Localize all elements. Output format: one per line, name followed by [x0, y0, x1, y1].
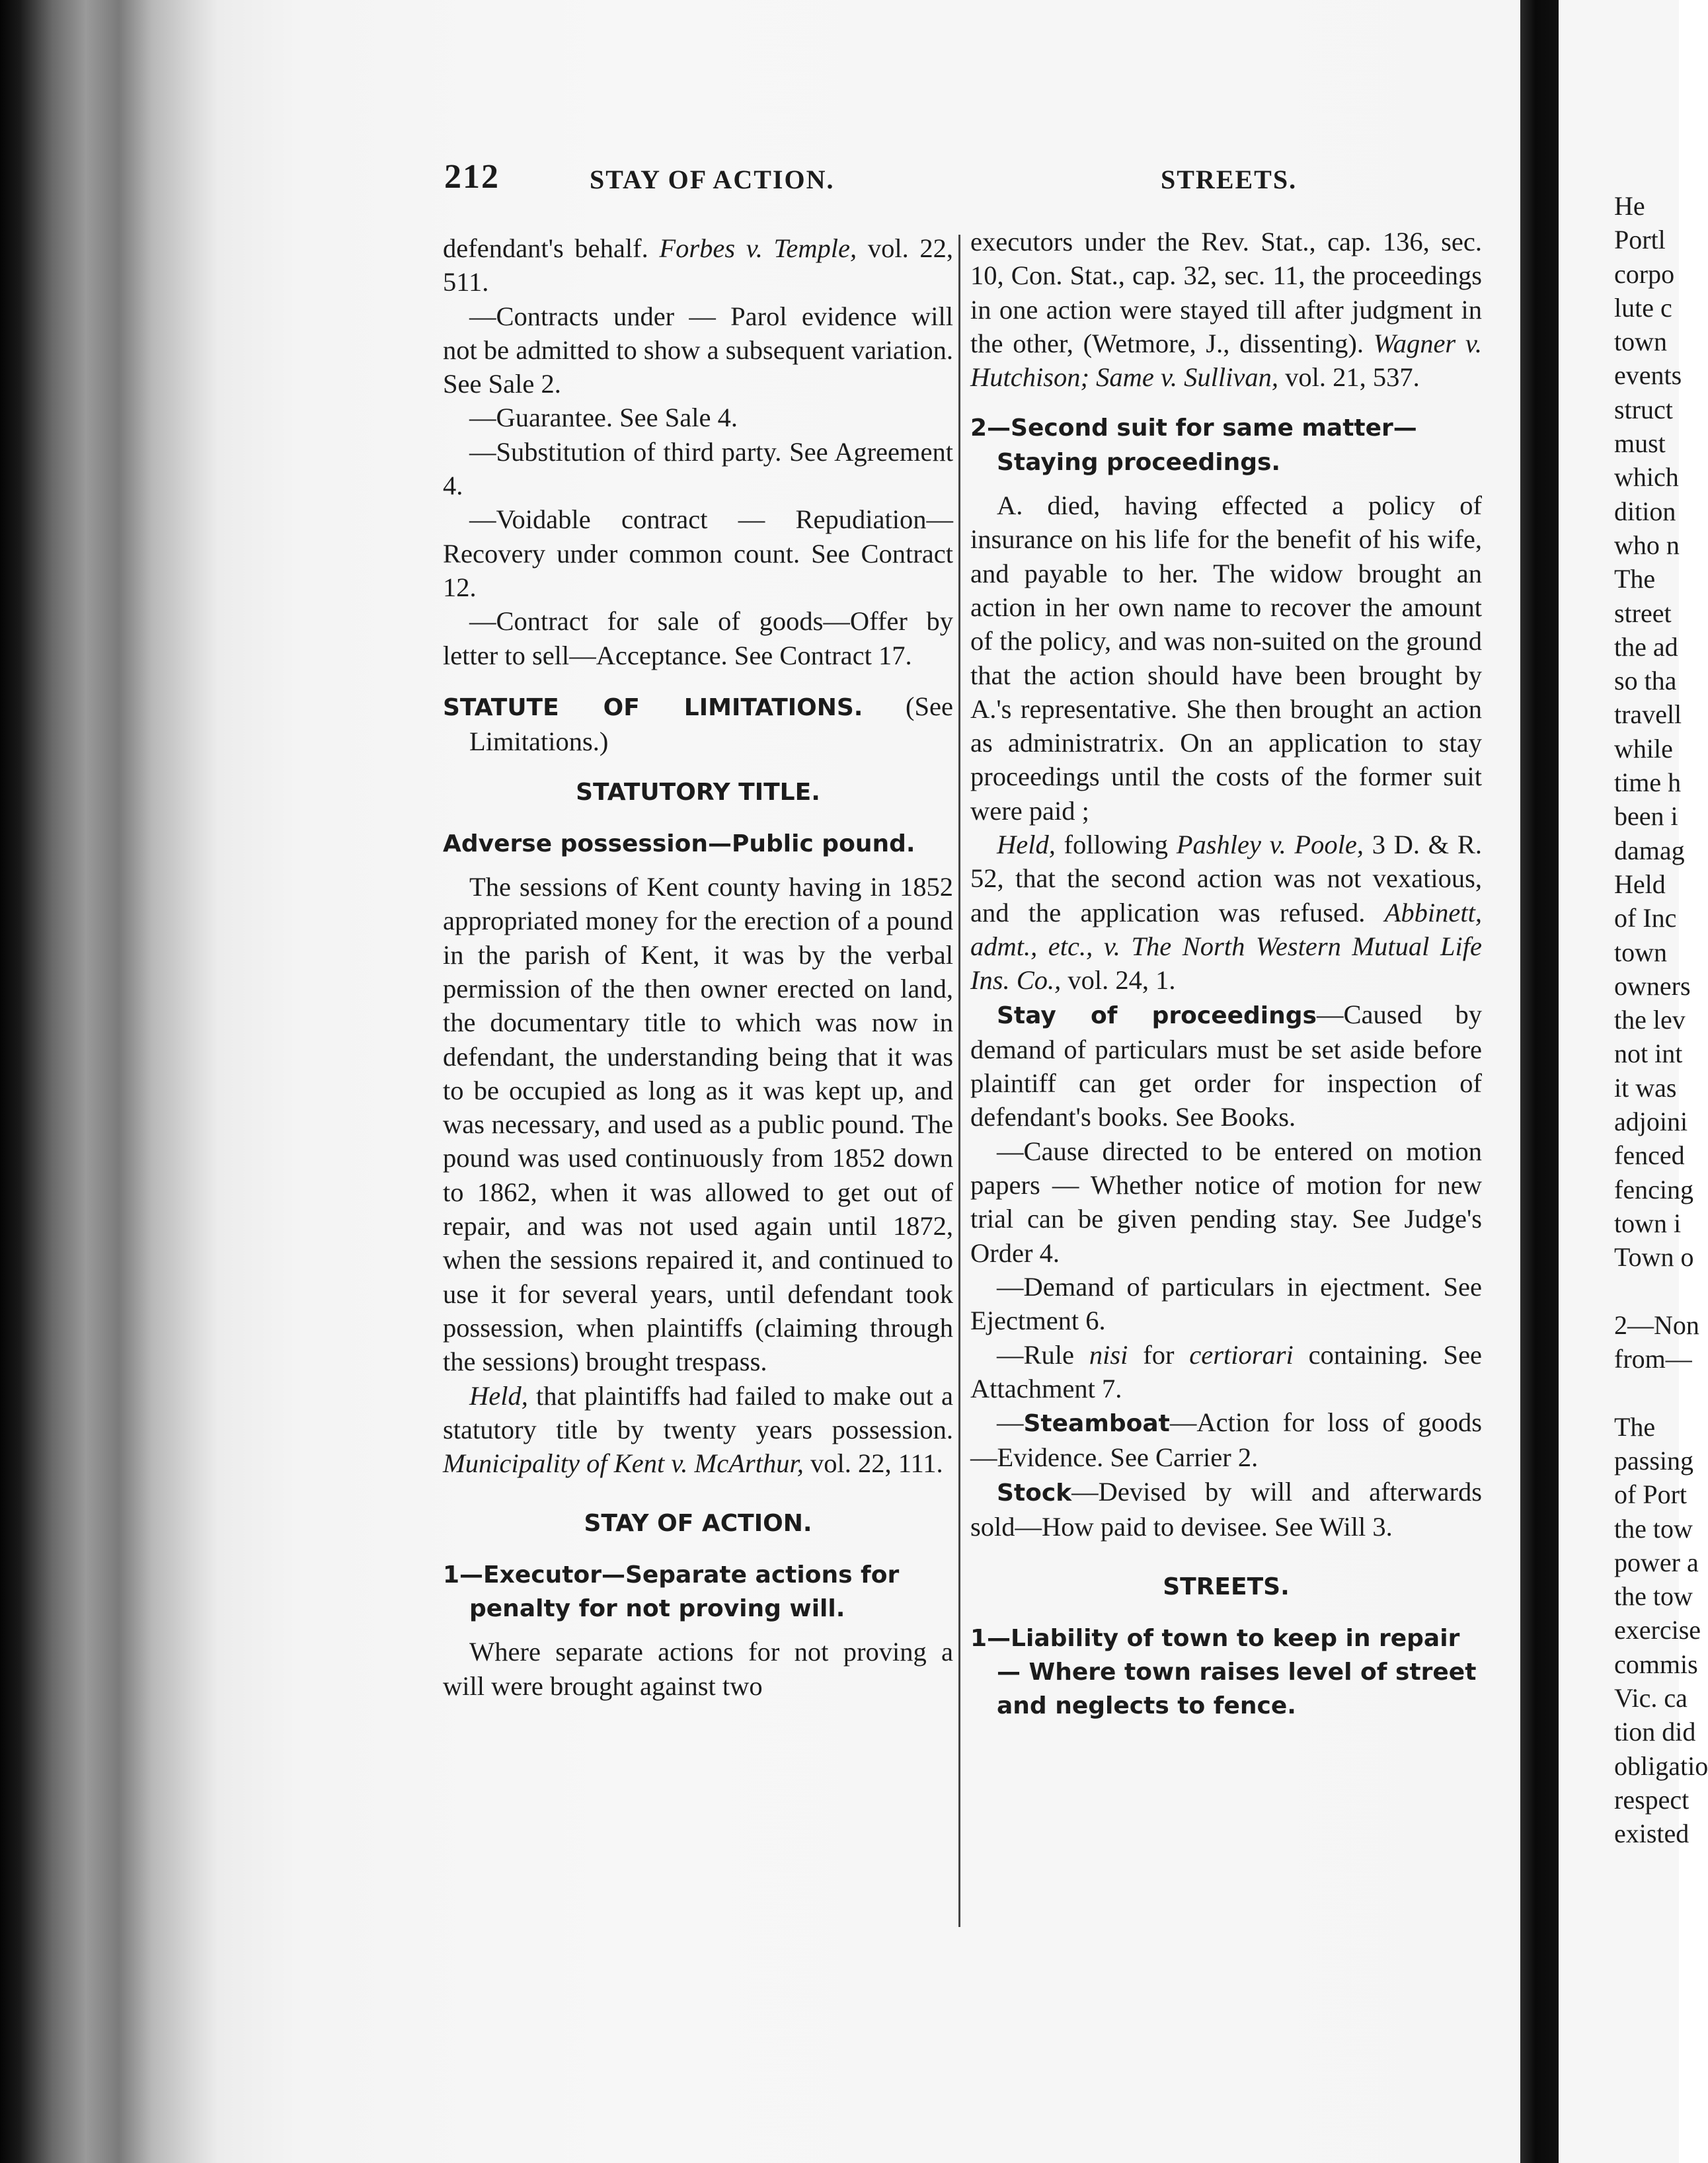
next-page-line: corpo: [1614, 258, 1675, 289]
next-page-line: [1614, 1275, 1707, 1308]
next-page-line: obligatio: [1614, 1750, 1708, 1781]
next-page-line: time h: [1614, 767, 1682, 798]
cross-reference: —Substitution of third party. See Agreement 4.: [443, 436, 953, 501]
case-facts: A. died, having effected a policy of insurance on his life for the benefit of his wife, and payable to her. The widow brought an action in her own name to recover the amount of the policy, and was non-suited on the ground that the action should have been brought by A.'s representative. She then brought an action as administratrix. On an application to stay proceedings until the costs of the former suit were paid ;: [970, 491, 1482, 826]
text: vol. 21, 537.: [1285, 362, 1420, 393]
entry-statute-of-limitations: [443, 689, 953, 759]
subheading: Adverse possession—Public pound.: [443, 830, 915, 857]
binding-gutter-left: [0, 0, 218, 2163]
next-page-line: so tha: [1614, 666, 1677, 696]
case-citation: Municipality of Kent v. McArthur,: [443, 1448, 804, 1479]
next-page-line: town: [1614, 327, 1667, 357]
next-page-line: while: [1614, 733, 1673, 764]
case-citation: Abbinett, admt., etc., v. The North Western Mutual Life Ins. Co.,: [970, 897, 1483, 996]
cross-reference: —Cause directed to be entered on motion papers — Whether notice of motion for new trial can be given pending stay. See Judge's Order 4.: [970, 1136, 1482, 1268]
text: executors under the Rev. Stat., cap. 136, sec. 10, Con. Stat., cap. 32, sec. 11, the proceedings in one action were stayed till after judgment in the other, (Wetmore, J., dissenting).: [970, 227, 1482, 358]
next-page-line: existed: [1614, 1819, 1689, 1849]
next-page-line: The: [1614, 1411, 1656, 1442]
text: defendant's behalf.: [443, 233, 648, 263]
text: —Rule: [997, 1339, 1074, 1370]
next-page-line: of Inc: [1614, 903, 1677, 933]
case-facts: Where separate actions for not proving a will were brought against two: [443, 1637, 953, 1701]
cross-reference: —Contract for sale of goods—Offer by letter to sell—Acceptance. See Contract 17.: [443, 606, 953, 670]
next-page-line: Held: [1614, 869, 1666, 899]
section-title: STREETS.: [1163, 1573, 1290, 1601]
case-citation: Forbes v. Temple,: [659, 233, 857, 263]
next-page-line: [1614, 1376, 1707, 1409]
next-page-line: owners: [1614, 970, 1691, 1001]
latin-term: nisi: [1089, 1339, 1128, 1370]
page-number: 212: [444, 158, 500, 196]
next-page-line: been i: [1614, 801, 1678, 832]
cross-reference: —Guarantee. See Sale 4.: [469, 403, 738, 433]
entry-heading: Steamboat: [1023, 1410, 1170, 1438]
held-label: Held,: [469, 1380, 528, 1411]
paragraph: [443, 231, 953, 299]
next-page-line: the tow: [1614, 1513, 1693, 1544]
entry-stay-of-proceedings: [970, 998, 1482, 1134]
next-page-line: must: [1614, 428, 1666, 459]
next-page-line: dition: [1614, 496, 1676, 526]
next-page-line: from—: [1614, 1344, 1692, 1374]
case-citation: Pashley v. Poole,: [1176, 830, 1364, 860]
next-page-line: He: [1614, 191, 1645, 221]
cross-reference: —Voidable contract — Repudiation— Recovery under common count. See Contract 12.: [443, 504, 953, 602]
next-page-line: events: [1614, 360, 1682, 391]
text: for: [1143, 1339, 1175, 1370]
column-divider: [958, 235, 960, 1927]
cross-reference: (See Limitations.): [469, 691, 954, 757]
next-page-line: who n: [1614, 530, 1680, 560]
next-page-line: not int: [1614, 1039, 1683, 1069]
case-citation: Wagner v. Hutchison; Same v. Sullivan,: [970, 328, 1482, 393]
next-page-line: of Port: [1614, 1479, 1687, 1510]
held-label: Held,: [997, 830, 1056, 860]
case-facts: The sessions of Kent county having in 1852 appropriated money for the erection of a pound in the parish of Kent, it was by the verbal permission of the then owner erected on land, the documentary title to which was now in defendant, the understanding being that it was to be occupied as long as it was kept up, and was necessary, and used as a public pound. The pound was used continuously from 1852 down to 1862, when it was allowed to get out of repair, and was not used again until 1872, when the sessions repaired it, and continued to use it for several years, until defendant took possession, when plaintiffs (claiming through the sessions) brought trespass.: [443, 872, 953, 1377]
next-page-line: damag: [1614, 835, 1685, 865]
next-page-line: travell: [1614, 699, 1682, 730]
text: 3 D. & R. 52, that the second action was not vexatious, and the application was refused.: [970, 830, 1483, 927]
holding: [970, 828, 1482, 997]
next-page-fragment: [1559, 0, 1708, 2163]
binding-spine: [1520, 0, 1559, 2163]
next-page-line: town i: [1614, 1208, 1682, 1238]
next-page-line: Portl: [1614, 225, 1666, 255]
next-page-line: the tow: [1614, 1581, 1693, 1612]
next-page-line: Vic. ca: [1614, 1683, 1688, 1713]
entry-heading: Stock: [997, 1479, 1072, 1507]
next-page-text: [1614, 189, 1707, 1851]
header-left-title: STAY OF ACTION.: [590, 165, 835, 194]
next-page-line: the lev: [1614, 1005, 1686, 1035]
cross-reference: [970, 1338, 1482, 1406]
next-page-line: exercise: [1614, 1615, 1701, 1645]
text: vol. 24, 1.: [1068, 965, 1176, 996]
entry-steamboat: [970, 1405, 1482, 1475]
right-column: [970, 225, 1482, 1723]
next-page-line: 2—Non: [1614, 1310, 1699, 1340]
section-title: STAY OF ACTION.: [584, 1510, 812, 1538]
cross-reference: —Contracts under — Parol evidence will not be admitted to show a subsequent variation. See Sale 2.: [443, 301, 953, 399]
header-right-title: STREETS.: [1161, 165, 1298, 194]
next-page-line: struct: [1614, 394, 1673, 424]
subheading: 2—Second suit for same matter—Staying proceedings.: [970, 414, 1417, 476]
next-page-line: the ad: [1614, 631, 1678, 662]
running-header: [443, 157, 1434, 204]
latin-term: certiorari: [1189, 1339, 1294, 1370]
next-page-line: power a: [1614, 1547, 1699, 1577]
cross-reference: —Demand of particulars in ejectment. See Ejectment 6.: [970, 1271, 1482, 1336]
next-page-line: respect: [1614, 1784, 1689, 1815]
subheading: 1—Executor—Separate actions for penalty for not proving will.: [443, 1561, 900, 1622]
text: —Devised by will and afterwards sold—How paid to devisee. See Will 3.: [970, 1476, 1482, 1542]
subheading: 1—Liability of town to keep in repair— Where town raises level of street and neglects to fence.: [970, 1624, 1477, 1720]
text: —: [997, 1407, 1024, 1438]
next-page-line: street: [1614, 598, 1672, 628]
text: following: [1064, 830, 1169, 860]
entry-heading: STATUTE OF LIMITATIONS.: [443, 693, 863, 721]
next-page-line: lute c: [1614, 292, 1672, 323]
entry-heading: Stay of proceedings: [997, 1002, 1317, 1029]
next-page-line: adjoini: [1614, 1107, 1688, 1137]
next-page-line: The: [1614, 564, 1656, 594]
entry-stock: [970, 1475, 1482, 1544]
next-page-line: town: [1614, 937, 1667, 967]
next-page-line: it was: [1614, 1072, 1677, 1103]
text: —Action for loss of goods —Evidence. See Carrier 2.: [970, 1407, 1482, 1473]
next-page-line: Town o: [1614, 1242, 1694, 1273]
next-page-line: fencing: [1614, 1174, 1693, 1204]
paragraph: [970, 225, 1482, 394]
next-page-line: tion did: [1614, 1717, 1696, 1747]
left-column: [443, 231, 953, 1703]
next-page-line: passing: [1614, 1445, 1693, 1475]
next-page-line: fenced: [1614, 1140, 1685, 1171]
text: that plaintiffs had failed to make out a statutory title by twenty years possession.: [443, 1380, 954, 1444]
next-page-line: which: [1614, 462, 1679, 492]
text: vol. 22, 511.: [443, 233, 954, 297]
next-page-line: commis: [1614, 1649, 1698, 1679]
section-title: STATUTORY TITLE.: [576, 779, 820, 806]
text: containing. See Attachment 7.: [970, 1339, 1483, 1403]
holding: [443, 1379, 953, 1481]
text: —Caused by demand of particulars must be set aside before plaintiff can get order for inspection of defendant's books. See Books.: [970, 999, 1482, 1132]
text: vol. 22, 111.: [810, 1448, 943, 1479]
